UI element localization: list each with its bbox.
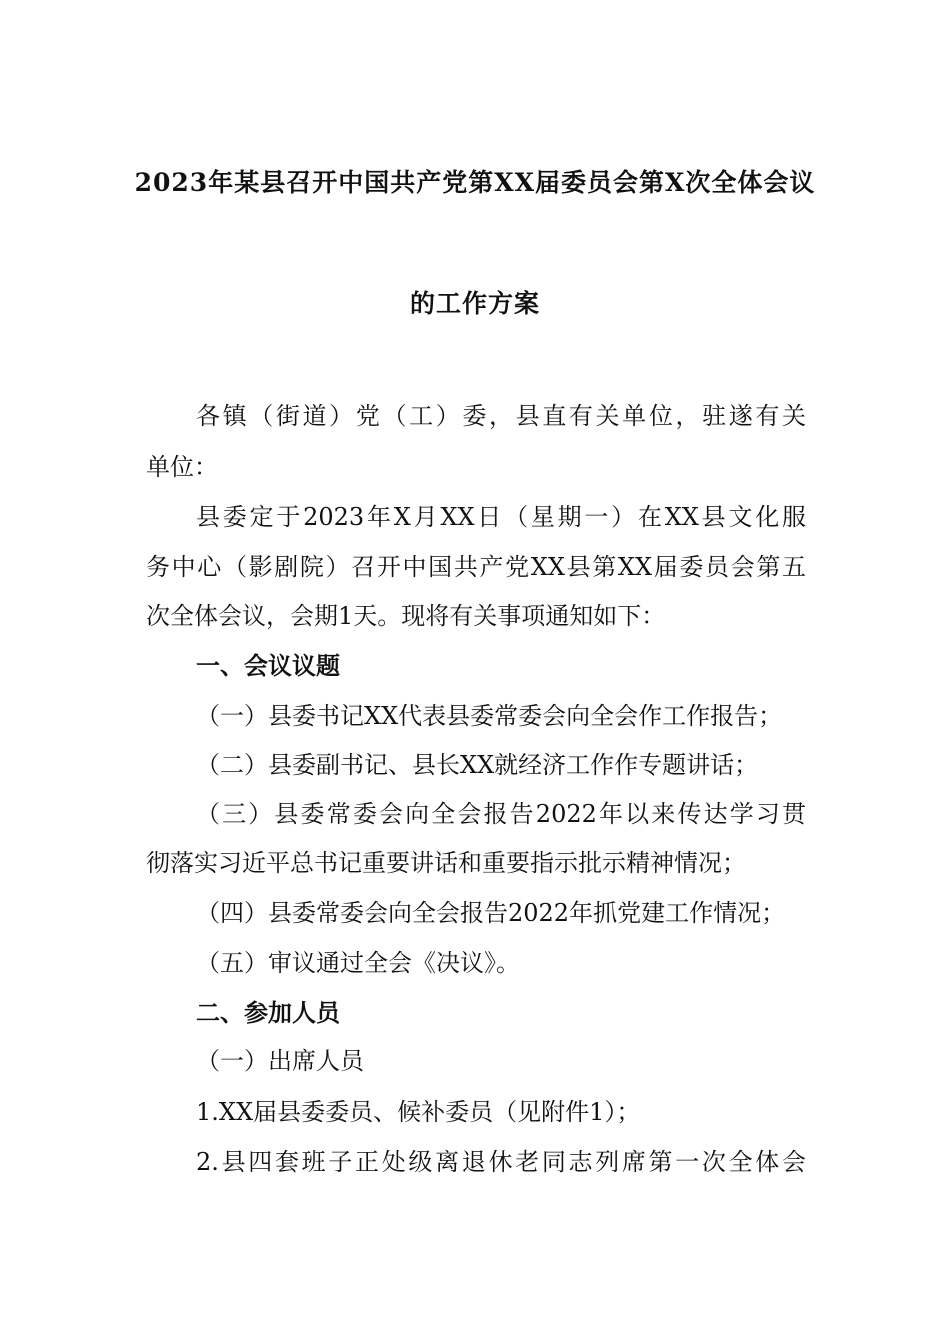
agenda-item-1: （一）县委书记XX代表县委常委会向全会作工作报告； xyxy=(196,702,783,730)
attendee-item-1: 1.XX届县委委员、候补委员（见附件1）； xyxy=(196,1098,641,1126)
document-title-line-2: 的工作方案 xyxy=(409,289,540,318)
intro-paragraph-line-3: 次全体会议，会期1天。现将有关事项通知如下： xyxy=(146,602,666,630)
intro-paragraph-line-2: 务中心（影剧院）召开中国共产党XX县第XX届委员会第五 xyxy=(146,553,806,581)
intro-paragraph-line-1: 县委定于2023年X月XX日（星期一）在XX县文化服 xyxy=(196,503,806,531)
salutation-line-2: 单位： xyxy=(146,453,218,481)
section-heading-attendees: 二、参加人员 xyxy=(196,999,340,1027)
attendee-item-2: 2.县四套班子正处级离退休老同志列席第一次全体会 xyxy=(196,1148,806,1176)
document-title-line-1: 2023年某县召开中国共产党第XX届委员会第X次全体会议 xyxy=(134,168,816,197)
agenda-item-2: （二）县委副书记、县长XX就经济工作作专题讲话； xyxy=(196,751,759,779)
agenda-item-3-line-2: 彻落实习近平总书记重要讲话和重要指示批示精神情况； xyxy=(146,849,746,877)
salutation-line-1: 各镇（街道）党（工）委，县直有关单位，驻遂有关 xyxy=(196,402,806,430)
section-heading-agenda: 一、会议议题 xyxy=(196,652,340,680)
agenda-item-5: （五）审议通过全会《决议》。 xyxy=(196,949,520,977)
subsection-attendees-present: （一）出席人员 xyxy=(196,1047,364,1075)
agenda-item-4: （四）县委常委会向全会报告2022年抓党建工作情况； xyxy=(196,899,786,927)
agenda-item-3-line-1: （三）县委常委会向全会报告2022年以来传达学习贯 xyxy=(196,800,806,828)
